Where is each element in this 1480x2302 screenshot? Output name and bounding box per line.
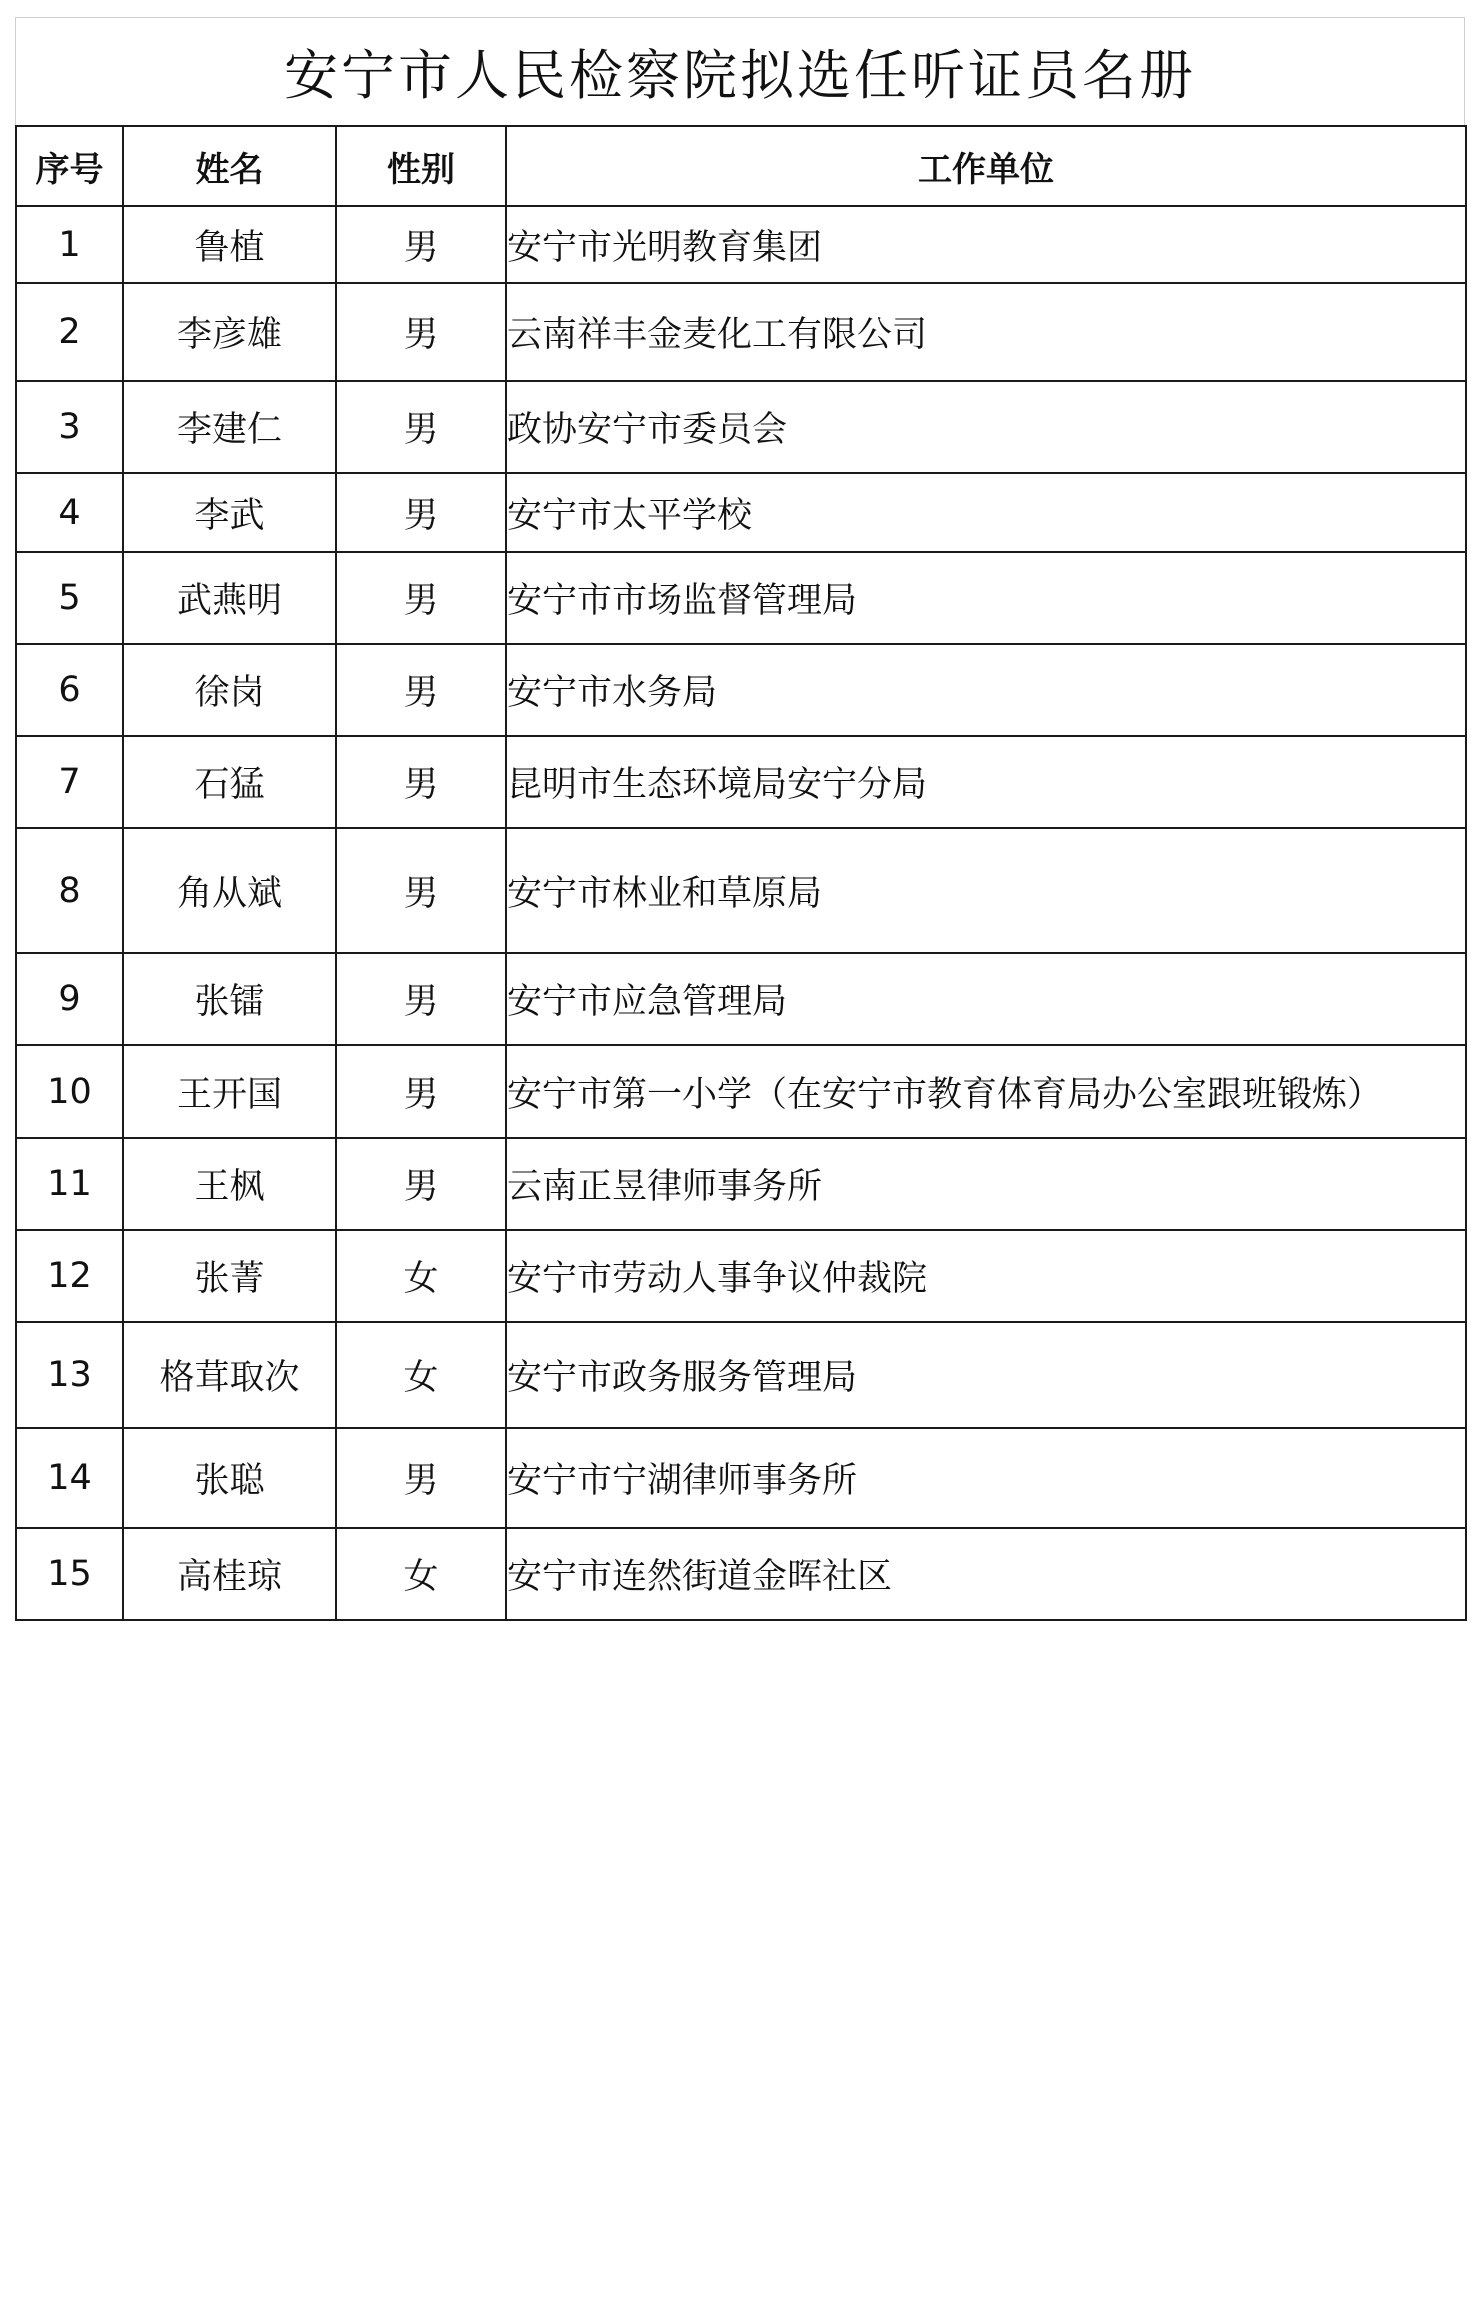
cell-gender: 男 [336, 644, 506, 736]
cell-gender: 男 [336, 953, 506, 1045]
cell-unit: 安宁市劳动人事争议仲裁院 [506, 1230, 1466, 1322]
cell-name: 格茸取次 [123, 1322, 336, 1428]
cell-name: 王开国 [123, 1045, 336, 1138]
cell-name: 张聪 [123, 1428, 336, 1528]
table-row [16, 206, 1466, 283]
cell-gender: 男 [336, 381, 506, 473]
cell-no: 15 [16, 1528, 123, 1620]
cell-no: 11 [16, 1138, 123, 1230]
table-row [16, 1230, 1466, 1322]
cell-name: 李彦雄 [123, 283, 336, 381]
cell-name: 徐岗 [123, 644, 336, 736]
cell-unit: 安宁市应急管理局 [506, 953, 1466, 1045]
cell-no: 2 [16, 283, 123, 381]
cell-name: 王枫 [123, 1138, 336, 1230]
table-row [16, 828, 1466, 953]
cell-no: 6 [16, 644, 123, 736]
cell-name: 张菁 [123, 1230, 336, 1322]
cell-unit: 安宁市水务局 [506, 644, 1466, 736]
cell-no: 3 [16, 381, 123, 473]
cell-no: 12 [16, 1230, 123, 1322]
cell-unit: 安宁市宁湖律师事务所 [506, 1428, 1466, 1528]
cell-no: 1 [16, 206, 123, 283]
cell-no: 7 [16, 736, 123, 828]
cell-unit: 安宁市连然街道金晖社区 [506, 1528, 1466, 1620]
cell-unit: 安宁市政务服务管理局 [506, 1322, 1466, 1428]
cell-gender: 男 [336, 736, 506, 828]
table-row [16, 552, 1466, 644]
cell-unit: 昆明市生态环境局安宁分局 [506, 736, 1466, 828]
cell-unit: 安宁市太平学校 [506, 473, 1466, 552]
cell-no: 10 [16, 1045, 123, 1138]
header-name: 姓名 [123, 126, 336, 206]
cell-no: 9 [16, 953, 123, 1045]
cell-unit: 政协安宁市委员会 [506, 381, 1466, 473]
roster-table [15, 125, 1467, 1621]
cell-gender: 男 [336, 473, 506, 552]
cell-name: 李武 [123, 473, 336, 552]
cell-name: 鲁植 [123, 206, 336, 283]
table-row [16, 953, 1466, 1045]
cell-gender: 男 [336, 1138, 506, 1230]
table-row [16, 1045, 1466, 1138]
cell-unit: 安宁市光明教育集团 [506, 206, 1466, 283]
cell-name: 武燕明 [123, 552, 336, 644]
table-row [16, 283, 1466, 381]
title-box [15, 17, 1465, 125]
cell-unit: 云南祥丰金麦化工有限公司 [506, 283, 1466, 381]
cell-no: 8 [16, 828, 123, 953]
cell-name: 石猛 [123, 736, 336, 828]
header-gender: 性别 [336, 126, 506, 206]
cell-gender: 男 [336, 552, 506, 644]
cell-gender: 男 [336, 206, 506, 283]
cell-gender: 女 [336, 1528, 506, 1620]
cell-unit: 安宁市林业和草原局 [506, 828, 1466, 953]
table-row [16, 1428, 1466, 1528]
cell-no: 4 [16, 473, 123, 552]
cell-gender: 男 [336, 828, 506, 953]
cell-gender: 女 [336, 1322, 506, 1428]
cell-unit: 安宁市第一小学（在安宁市教育体育局办公室跟班锻炼） [506, 1045, 1466, 1138]
cell-name: 高桂琼 [123, 1528, 336, 1620]
cell-no: 13 [16, 1322, 123, 1428]
table-row [16, 381, 1466, 473]
table-row [16, 473, 1466, 552]
table-row [16, 1138, 1466, 1230]
document-title: 安宁市人民检察院拟选任听证员名册 [284, 44, 1196, 107]
cell-gender: 男 [336, 283, 506, 381]
table-row [16, 736, 1466, 828]
cell-unit: 安宁市市场监督管理局 [506, 552, 1466, 644]
roster-sheet [15, 17, 1465, 2290]
cell-gender: 男 [336, 1045, 506, 1138]
table-row [16, 644, 1466, 736]
cell-no: 5 [16, 552, 123, 644]
cell-gender: 女 [336, 1230, 506, 1322]
cell-unit: 云南正昱律师事务所 [506, 1138, 1466, 1230]
header-unit: 工作单位 [506, 126, 1466, 206]
cell-name: 李建仁 [123, 381, 336, 473]
header-row [16, 126, 1466, 206]
header-no: 序号 [16, 126, 123, 206]
table-row [16, 1322, 1466, 1428]
cell-no: 14 [16, 1428, 123, 1528]
cell-gender: 男 [336, 1428, 506, 1528]
cell-name: 张镭 [123, 953, 336, 1045]
cell-name: 角从斌 [123, 828, 336, 953]
table-row [16, 1528, 1466, 1620]
